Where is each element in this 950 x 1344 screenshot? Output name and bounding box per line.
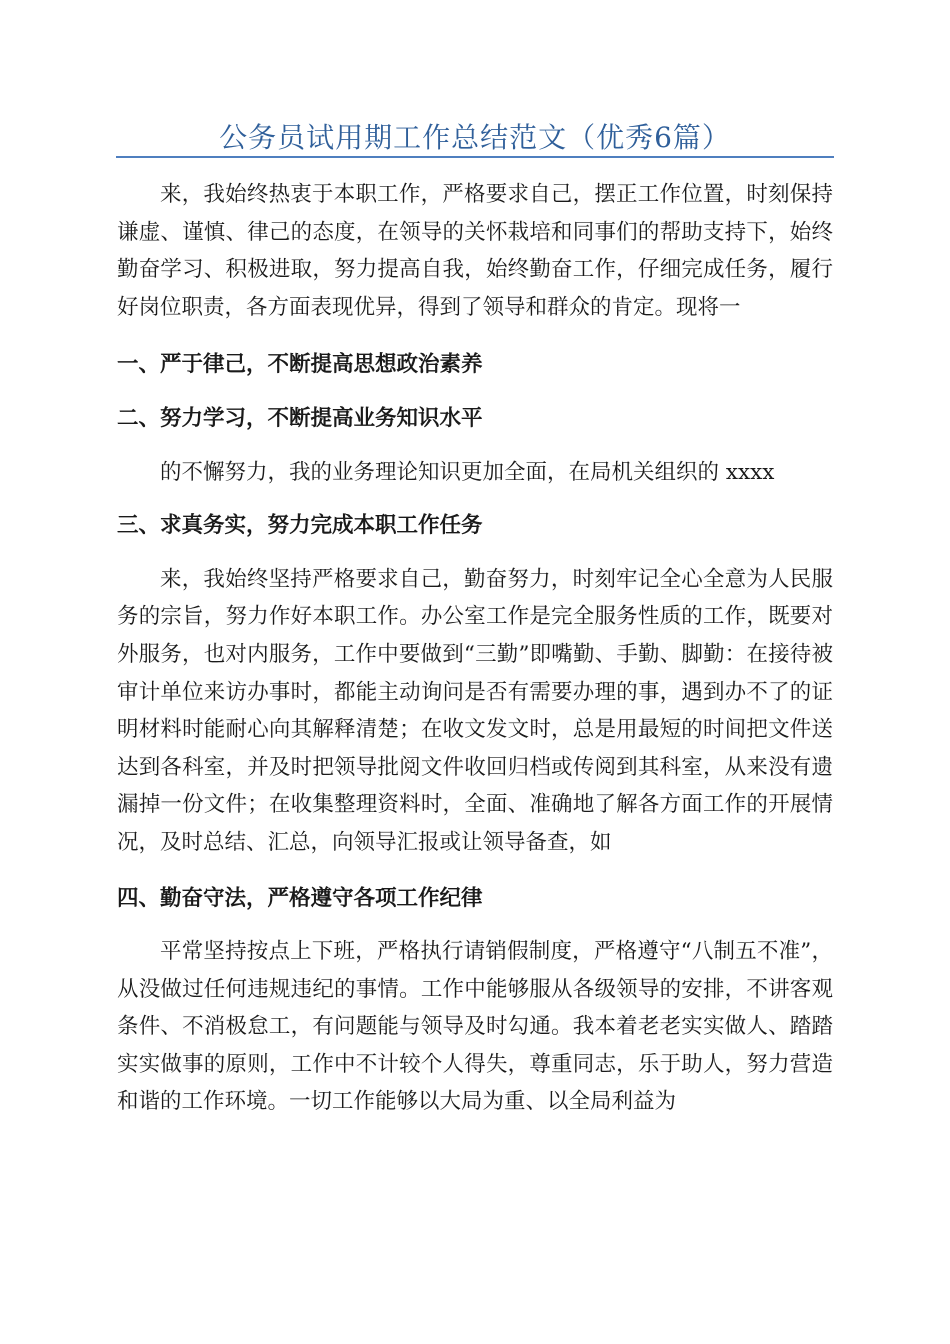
section-3-paragraph: 来，我始终坚持严格要求自己，勤奋努力，时刻牢记全心全意为人民服务的宗旨，努力作好本职工作。办公室工作是完全服务性质的工作，既要对外服务，也对内服务，工作中要做到“三勤”即嘴勤、手勤、脚勤：在接待被审计单位来访办事时，都能主动询问是否有需要办理的事，遇到办不了的证明材料时能耐心向其解释清楚；在收文发文时，总是用最短的时间把文件送达到各科室，并及时把领导批阅文件收回归档或传阅到其科室，从来没有遗漏掉一份文件；在收集整理资料时，全面、准确地了解各方面工作的开展情况，及时总结、汇总，向领导汇报或让领导备查，如 bbox=[117, 566, 833, 855]
section-1-heading: 一、严于律己，不断提高思想政治素养 bbox=[117, 352, 483, 378]
section-4-paragraph: 平常坚持按点上下班，严格执行请销假制度，严格遵守“八制五不准”，从没做过任何违规违纪的事情。工作中能够服从各级领导的安排，不讲客观条件、不消极怠工，有问题能与领导及时勾通。我本着老老实实做人、踏踏实实做事的原则，工作中不计较个人得失，尊重同志，乐于助人，努力营造和谐的工作环境。一切工作能够以大局为重、以全局利益为 bbox=[117, 939, 833, 1115]
title-block bbox=[116, 110, 834, 158]
intro-paragraph: 来，我始终热衷于本职工作，严格要求自己，摆正工作位置，时刻保持谦虚、谨慎、律己的态度，在领导的关怀栽培和同事们的帮助支持下，始终勤奋学习、积极进取，努力提高自我，始终勤奋工作，仔细完成任务，履行好岗位职责，各方面表现优异，得到了领导和群众的肯定。现将一 bbox=[117, 182, 833, 320]
section-3-heading: 三、求真务实，努力完成本职工作任务 bbox=[117, 513, 483, 539]
section-2-paragraph: 的不懈努力，我的业务理论知识更加全面，在局机关组织的 xxxx bbox=[160, 459, 775, 485]
document-body bbox=[117, 176, 833, 1121]
section-2-heading: 二、努力学习，不断提高业务知识水平 bbox=[117, 405, 483, 431]
section-4-heading: 四、勤奋守法，严格遵守各项工作纪律 bbox=[117, 885, 483, 911]
page-title: 公务员试用期工作总结范文（优秀6篇） bbox=[219, 121, 731, 154]
